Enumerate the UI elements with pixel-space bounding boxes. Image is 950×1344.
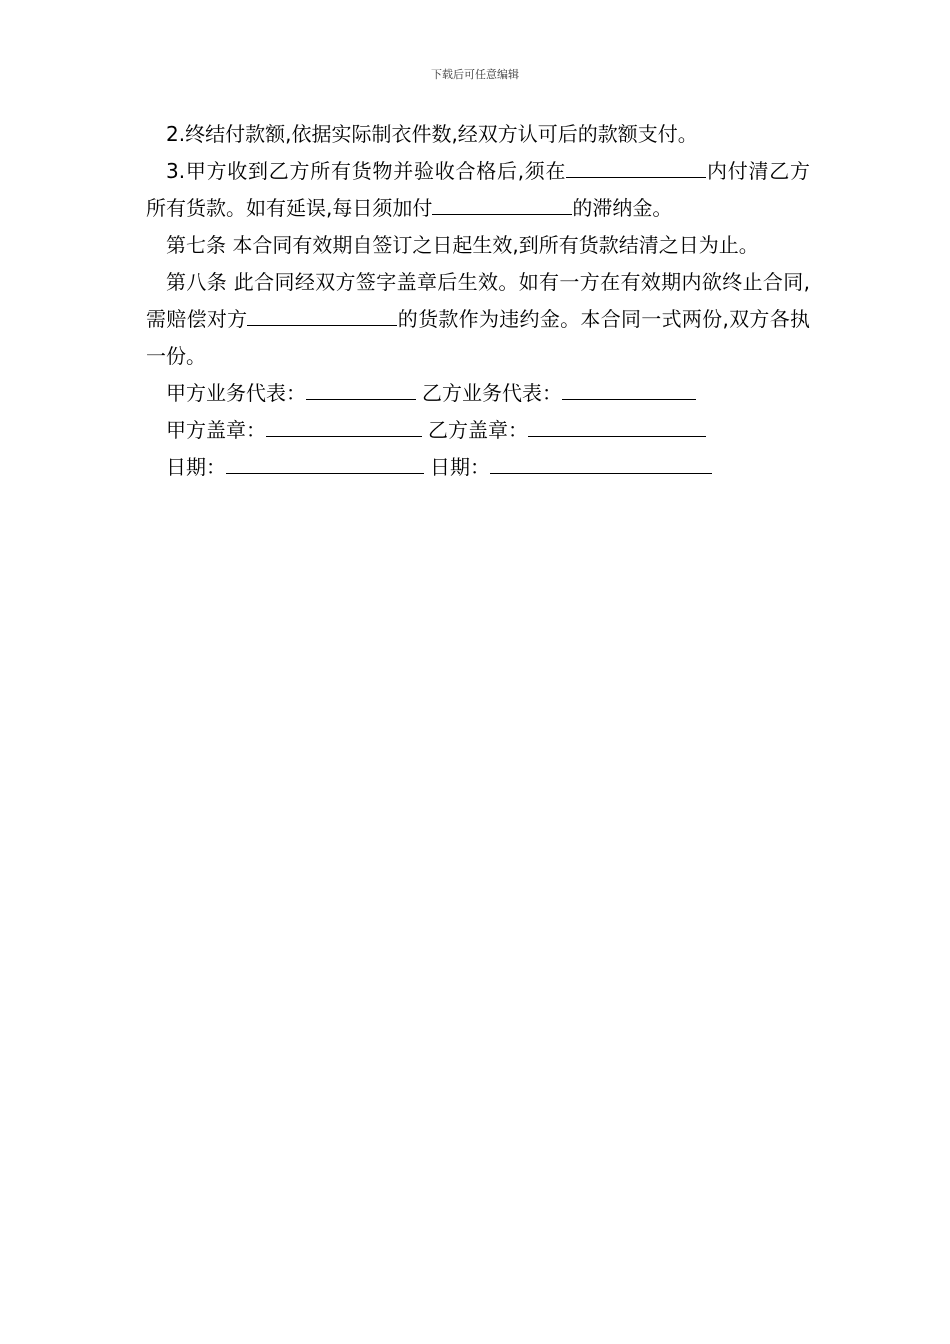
party-a-rep-blank[interactable]	[306, 375, 416, 400]
clause-seven-text: 第七条 本合同有效期自签订之日起生效,到所有货款结清之日为止。	[166, 233, 759, 257]
party-b-date-label: 日期：	[430, 455, 490, 479]
clause-eight-text-1: 第八条 此合同经双方签字盖章后生效。如有一方在有效期内欲终止合同,需赔偿对方	[146, 270, 810, 331]
party-a-date-label: 日期：	[166, 455, 226, 479]
signature-row-seals	[146, 412, 810, 449]
party-a-rep-label: 甲方业务代表：	[166, 381, 306, 405]
signature-row-representatives	[146, 375, 810, 412]
party-b-rep-label: 乙方业务代表：	[422, 381, 562, 405]
clause-payment-deadline	[146, 153, 810, 227]
clause-eight-text-2: 的货款作为违约金。本合同一式两份,双方各执一份。	[146, 307, 811, 368]
clause-payment-deadline-text-2: 内付清乙方所有货款。如有延误,每日须加付	[146, 159, 810, 220]
party-b-seal-label: 乙方盖章：	[428, 418, 528, 442]
contract-body	[146, 116, 810, 486]
clause-payment-deadline-text-3: 的滞纳金。	[572, 196, 673, 220]
party-b-seal-blank[interactable]	[528, 412, 706, 437]
party-a-seal-blank[interactable]	[266, 412, 422, 437]
clause-eight	[146, 264, 810, 375]
penalty-blank[interactable]	[247, 301, 397, 326]
clause-payment-deadline-text-1: 3.甲方收到乙方所有货物并验收合格后,须在	[166, 159, 567, 183]
clause-seven	[146, 227, 810, 264]
header-note: 下载后可任意编辑	[431, 68, 519, 81]
party-a-date-blank[interactable]	[226, 449, 424, 474]
clause-payment-final-text: 2.终结付款额,依据实际制衣件数,经双方认可后的款额支付。	[166, 122, 698, 146]
signature-row-dates	[146, 449, 810, 486]
payment-period-blank[interactable]	[566, 153, 706, 178]
clause-payment-final	[146, 116, 810, 153]
late-fee-blank[interactable]	[432, 190, 572, 215]
party-b-date-blank[interactable]	[490, 449, 712, 474]
party-a-seal-label: 甲方盖章：	[166, 418, 266, 442]
party-b-rep-blank[interactable]	[562, 375, 696, 400]
